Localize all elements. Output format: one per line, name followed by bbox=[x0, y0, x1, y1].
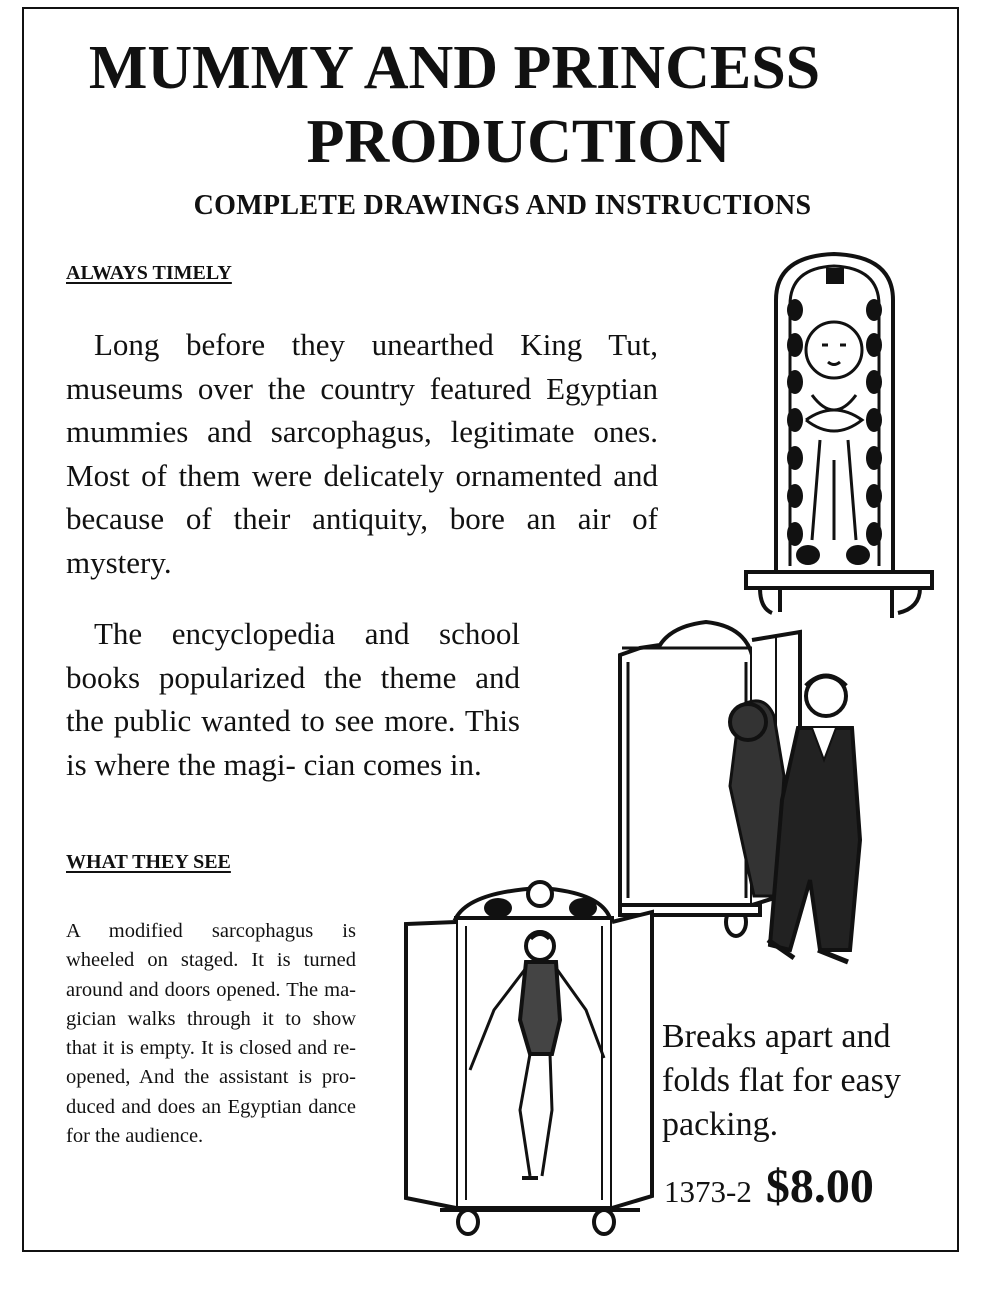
title-line-2: PRODUCTION bbox=[306, 108, 731, 176]
title-line-1: MUMMY AND PRINCESS bbox=[88, 34, 821, 102]
subtitle: COMPLETE DRAWINGS AND INSTRUCTIONS bbox=[193, 190, 812, 221]
paragraph-king-tut: Long before they unearthed King Tut, museums over the country featured Egyptian mummies and sarcophagus, legitimate ones. Most of them were delicately ornamented and because of their antiquity, bore an air of mystery. bbox=[66, 327, 658, 580]
heading-what-they-see: WHAT THEY SEE bbox=[66, 851, 231, 873]
paragraph-encyclopedia: The encyclopedia and school books popularized the theme and the public wanted to see more. This is where the magi- cian comes in. bbox=[66, 616, 520, 782]
price: $8.00 bbox=[765, 1160, 874, 1213]
magician-cabinet-illustration bbox=[620, 622, 860, 962]
princess-cabinet-illustration bbox=[406, 882, 652, 1234]
catalog-number: 1373-2 bbox=[664, 1174, 752, 1209]
paragraph-effect-description: A modified sarcophagus is wheeled on staged. It is turned around and doors opened. The ma- gician walks through it to show that it is empty. It is closed and re-opened, And the assistant is pro- duced and does an Egyptian dance for the audience. bbox=[66, 920, 356, 1148]
sarcophagus-illustration bbox=[746, 254, 932, 618]
heading-always-timely: ALWAYS TIMELY bbox=[66, 262, 232, 284]
feature-note: Breaks apart and folds flat for easy packing. bbox=[662, 1018, 901, 1143]
